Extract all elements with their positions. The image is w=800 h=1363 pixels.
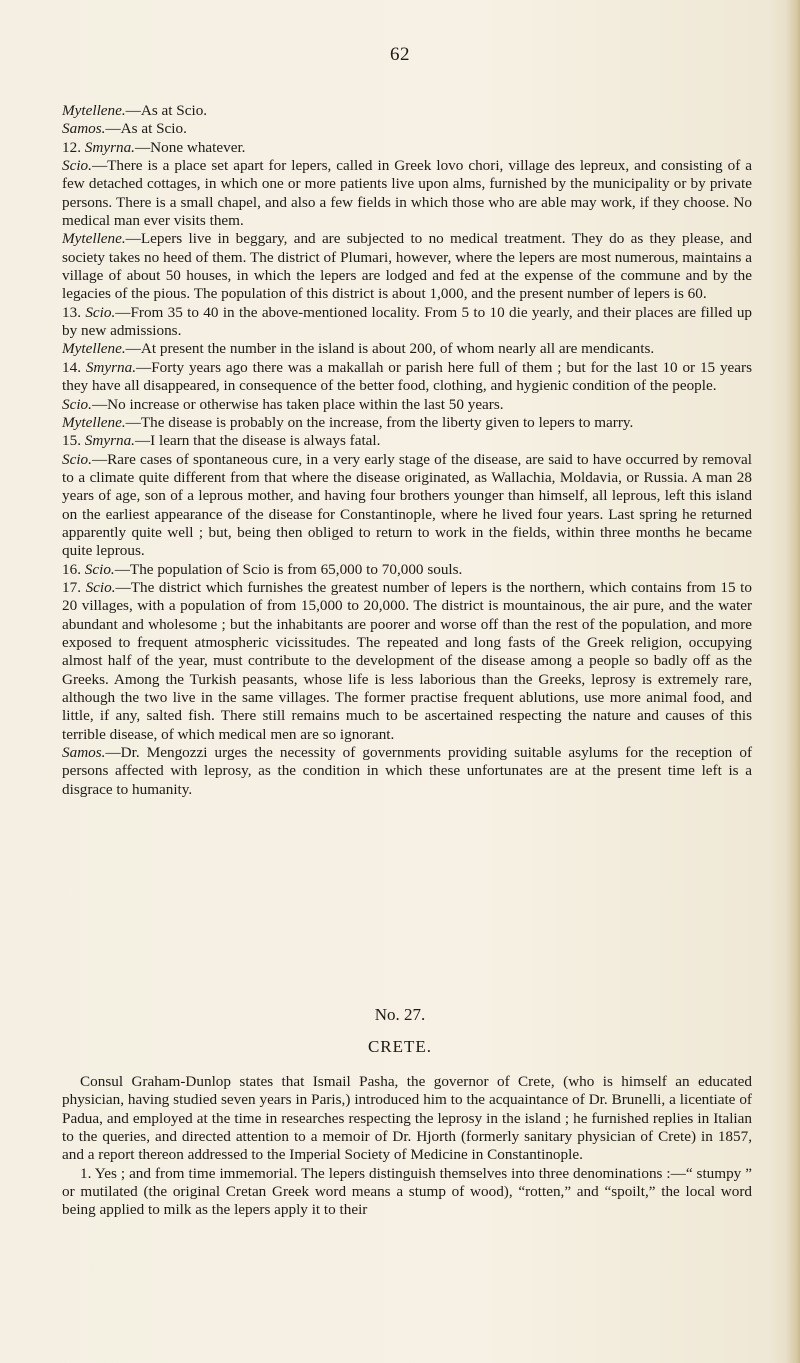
place-name: Scio. — [85, 578, 116, 596]
paragraph — [62, 432, 752, 450]
paragraph — [62, 561, 752, 579]
paragraph — [62, 102, 752, 120]
paragraph — [62, 304, 752, 341]
question-number: 15. — [62, 432, 81, 450]
place-name: Scio. — [62, 157, 92, 175]
place-name: Samos. — [62, 744, 106, 762]
place-name: Scio. — [85, 303, 116, 321]
place-name: Mytellene. — [62, 230, 126, 248]
paragraph — [62, 230, 752, 303]
paragraph — [62, 396, 752, 414]
paragraph-text: —At present the number in the island is about 200, of whom nearly all are mendicants. — [125, 340, 655, 358]
question-number: 13. — [62, 303, 81, 321]
paragraph-text: —There is a place set apart for lepers, called in Greek lovo chori, village des lepreux, and consisting of a few detached cottages, in which one or more patients live upon alms, furnished by the municipality or by private persons. There is a small chapel, and also a few fields in which those who are able may work, if they choose. No medical man ever visits them. — [62, 157, 752, 230]
place-name: Mytellene. — [62, 413, 126, 431]
paragraph — [62, 157, 752, 230]
section-number: No. 27. — [374, 1005, 426, 1024]
place-name: Mytellene. — [62, 340, 126, 358]
paragraph-text: —As at Scio. — [125, 102, 208, 119]
question-number: 17. — [62, 578, 81, 596]
place-name: Smyrna. — [84, 138, 135, 156]
question-number: 12. — [62, 138, 81, 156]
paragraph-text: —I learn that the disease is always fatal. — [134, 432, 381, 450]
paragraph — [62, 414, 752, 432]
paragraph-text: —Rare cases of spontaneous cure, in a very early stage of the disease, are said to have occurred by removal to a climate quite different from that where the disease originated, as Wallachia, Moldavia, or Russia. A man 28 years of age, son of a leprous mother, and having four brothers younger than himself, all leprous, left this island on the earliest appearance of the disease for Constantinople, where he lived four years. Last spring he returned apparently quite well ; but, being then obliged to return to work in the fields, within three months he became quite leprous. — [62, 450, 752, 560]
paragraph — [62, 579, 752, 744]
place-name: Scio. — [62, 395, 92, 413]
paragraph: 1. Yes ; and from time immemorial. The lepers distinguish themselves into three denominations :—“ stumpy ” or mutilated (the original Cretan Greek word means a stump of wood), “rotten,” and “spoilt,” the local word being applied to milk as the lepers apply it to their — [62, 1164, 752, 1219]
paragraph — [62, 451, 752, 561]
paragraph — [62, 359, 752, 396]
page-edge-shadow — [786, 0, 800, 1363]
crete-text — [62, 1073, 752, 1220]
paragraph-text: —As at Scio. — [105, 120, 187, 138]
place-name: Smyrna. — [85, 358, 137, 376]
body-text — [62, 102, 752, 799]
paragraph-text: —From 35 to 40 in the above-mentioned locality. From 5 to 10 die yearly, and their places are filled up by new admissions. — [62, 303, 753, 340]
paragraph — [62, 139, 752, 157]
paragraph-text: —The disease is probably on the increase, from the liberty given to lepers to marry. — [125, 413, 634, 431]
paragraph — [62, 120, 752, 138]
paragraph-text: —The population of Scio is from 65,000 to 70,000 souls. — [114, 560, 463, 578]
question-number: 14. — [62, 358, 81, 376]
page-number: 62 — [390, 44, 410, 65]
place-name: Scio. — [62, 450, 92, 468]
paragraph-text: —No increase or otherwise has taken place within the last 50 years. — [91, 395, 504, 413]
paragraph-text: —The district which furnishes the greatest number of lepers is the northern, which contains from 15 to 20 villages, with a population of from 15,000 to 20,000. The district is mountainous, the air pure, and the water abundant and wholesome ; but the inhabitants are poorer and worse off than the rest of the population, and more exposed to frequent atmospheric vicissitudes. The repeated and long fasts of the Greek religion, occupying almost half of the year, must contribute to the development of the disease among a people so badly off as the Greeks. Among the Turkish peasants, whose life is less laborious than the Greeks, leprosy is extremely rare, although the two live in the same villages. The former practise frequent ablutions, use more animal food, and little, if any, salted fish. There still remains much to be ascertained respecting the nature and causes of this terrible disease, of which medical men are so ignorant. — [62, 578, 753, 743]
paragraph-text: —Dr. Mengozzi urges the necessity of governments providing suitable asylums for the reception of persons affected with leprosy, as the condition in which these unfortunates are at the present time left is a disgrace to humanity. — [62, 744, 752, 798]
paragraph-text: —Lepers live in beggary, and are subjected to no medical treatment. They do as they please, and society takes no heed of them. The district of Plumari, however, where the lepers are most numerous, maintains a village of about 50 houses, in which the lepers are lodged and fed at the expense of the commune and by the legacies of the pious. The population of this district is about 1,000, and the present number of lepers is 60. — [62, 230, 752, 303]
paragraph — [62, 744, 752, 799]
place-name: Scio. — [84, 560, 115, 578]
paragraph-text: —None whatever. — [134, 138, 246, 156]
place-name: Smyrna. — [84, 432, 135, 450]
question-number: 16. — [62, 560, 81, 578]
place-name: Mytellene. — [62, 102, 126, 119]
paragraph: Consul Graham-Dunlop states that Ismail Pasha, the governor of Crete, (who is himself an educated physician, having studied seven years in Paris,) introduced him to the acquaintance of Dr. Brunelli, a licentiate of Padua, and employed at the time in researches respecting the leprosy in the island ; he furnished replies in Italian to the queries, and directed attention to a memoir of Dr. Hjorth (formerly sanitary physician of Crete) in 1857, and a report thereon addressed to the Imperial Society of Medicine in Constantinople. — [62, 1073, 752, 1164]
place-name: Samos. — [62, 120, 106, 138]
paragraph — [62, 340, 752, 358]
paragraph-text: —Forty years ago there was a makallah or parish here full of them ; but for the last 10 or 15 years they have all disappeared, in consequence of the better food, clothing, and hygienic condition of the people. — [62, 358, 753, 395]
section-title: CRETE. — [367, 1037, 433, 1056]
